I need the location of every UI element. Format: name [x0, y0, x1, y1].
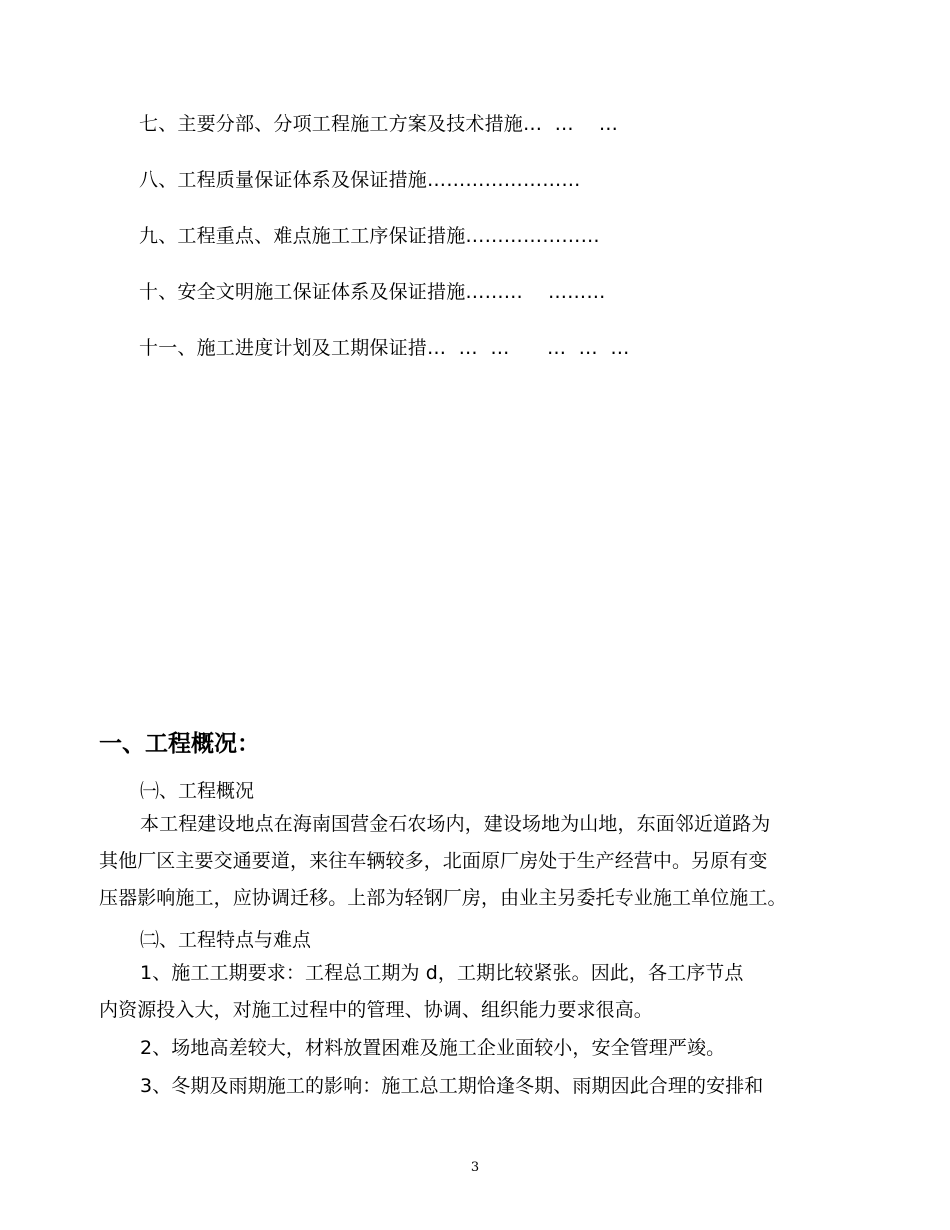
- section-heading: 一、工程概况：: [99, 731, 260, 757]
- paragraph-line: 内资源投入大，对施工过程中的管理、协调、组织能力要求很高。: [99, 999, 653, 1021]
- toc-item-11: 十一、施工进度计划及工期保证措… … … … … …: [139, 337, 630, 359]
- paragraph-line: 其他厂区主要交通要道，来往车辆较多，北面原厂房处于生产经营中。另原有变: [99, 850, 768, 872]
- subsection-1-heading: ㈠、工程概况: [140, 780, 255, 802]
- paragraph-line: 1、施工工期要求：工程总工期为 d，工期比较紧张。因此，各工序节点: [140, 962, 744, 984]
- toc-item-7: 七、主要分部、分项工程施工方案及技术措施… … …: [139, 113, 619, 135]
- toc-item-9: 九、工程重点、难点施工工序保证措施…………………: [139, 225, 600, 247]
- subsection-2-heading: ㈡、工程特点与难点: [140, 929, 312, 951]
- paragraph-line: 3、冬期及雨期施工的影响：施工总工期恰逢冬期、雨期因此合理的安排和: [140, 1075, 764, 1097]
- page-number: 3: [470, 1160, 480, 1175]
- toc-item-10: 十、安全文明施工保证体系及保证措施……… ………: [139, 281, 606, 303]
- toc-item-8: 八、工程质量保证体系及保证措施……………………: [139, 169, 581, 191]
- paragraph-line: 本工程建设地点在海南国营金石农场内，建设场地为山地，东面邻近道路为: [140, 813, 771, 835]
- paragraph-line: 压器影响施工，应协调迁移。上部为轻钢厂房，由业主另委托专业施工单位施工。: [99, 887, 787, 909]
- paragraph-line: 2、场地高差较大，材料放置困难及施工企业面较小，安全管理严竣。: [140, 1037, 726, 1059]
